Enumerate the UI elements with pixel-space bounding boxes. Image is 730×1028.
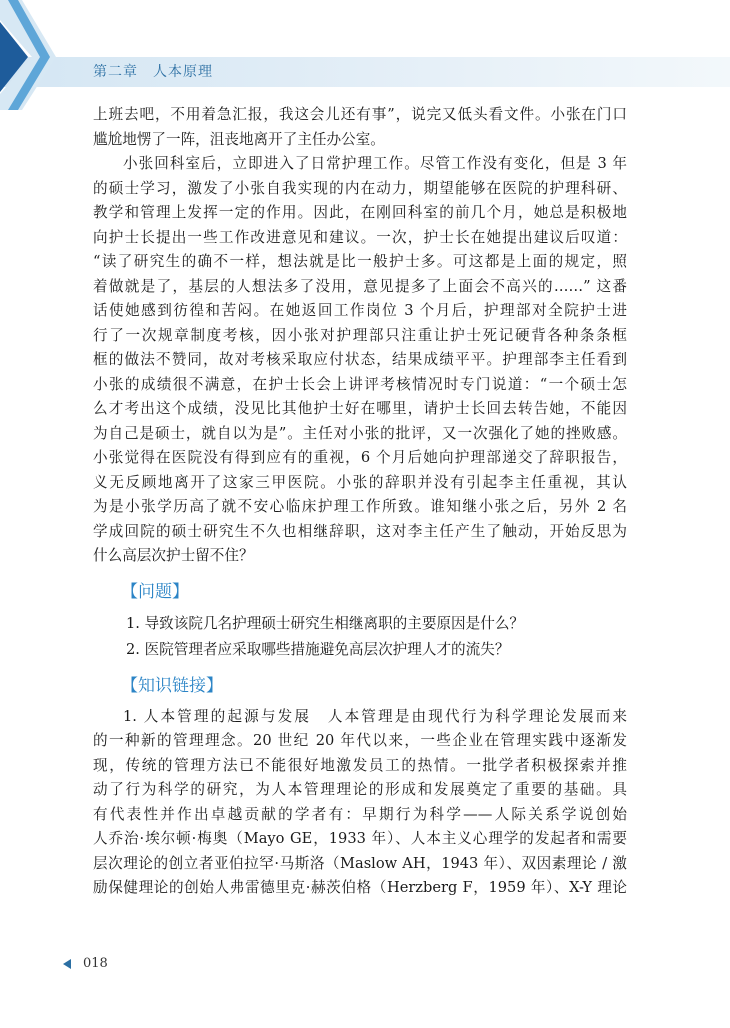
knowledge-line: 有代表性并作出卓越贡献的学者有：早期行为科学——人际关系学说创始 <box>93 805 627 823</box>
body-line: 为是小张学历高了就不安心临床护理工作所致。谁知继小张之后，另外 2 名 <box>93 498 627 515</box>
question-item: 1. 导致该院几名护理硕士研究生相继离职的主要原因是什么？ <box>126 614 525 632</box>
body-line: 行了一次规章制度考核，因小张对护理部只注重让护士死记硬背各种条条框 <box>93 326 627 344</box>
body-line: 什么高层次护士留不住？ <box>93 547 254 564</box>
body-line: 框的做法不赞同，故对考核采取应付状态，结果成绩平平。护理部李主任看到 <box>93 351 627 368</box>
body-line: 小张觉得在医院没有得到应有的重视，6 个月后她向护理部递交了辞职报告， <box>93 449 627 466</box>
body-line: 着做就是了，基层的人想法多了没用，意见提多了上面会不高兴的……” 这番 <box>93 277 627 295</box>
question-item: 2. 医院管理者应采取哪些措施避免高层次护理人才的流失？ <box>126 640 510 658</box>
knowledge-line: 动了行为科学的研究，为人本管理理论的形成和发展奠定了重要的基础。具 <box>93 781 627 798</box>
knowledge-text <box>93 705 627 901</box>
knowledge-line: 人乔治·埃尔顿·梅奥（Mayo GE，1933 年）、人本主义心理学的发起者和需要 <box>93 830 627 847</box>
knowledge-heading: 【知识链接】 <box>121 675 223 696</box>
case-narrative <box>93 103 627 569</box>
corner-chevron-decoration <box>0 0 60 110</box>
knowledge-line: 励保健理论的创始人弗雷德里克·赫茨伯格（Herzberg F，1959 年）、X-Y 理论 <box>93 879 627 896</box>
knowledge-line: 现，传统的管理方法已不能很好地激发员工的热情。一批学者积极探索并推 <box>93 756 627 774</box>
body-line: 尴尬地愣了一阵，沮丧地离开了主任办公室。 <box>93 130 385 148</box>
page-content <box>93 103 627 901</box>
body-line: 教学和管理上发挥一定的作用。因此，在刚回科室的前几个月，她总是积极地 <box>93 204 627 221</box>
page-number: 018 <box>83 956 108 971</box>
questions-list <box>93 611 627 663</box>
body-line: 向护士长提出一些工作改进意见和建议。一次，护士长在她提出建议后叹道： <box>93 228 627 246</box>
body-line: 话使她感到彷徨和苦闷。在她返回工作岗位 3 个月后，护理部对全院护士进 <box>93 302 627 319</box>
body-line: 小张回科室后，立即进入了日常护理工作。尽管工作没有变化，但是 3 年 <box>123 155 627 172</box>
left-arrow-icon <box>63 959 71 969</box>
body-line: 小张的成绩很不满意，在护士长会上讲评考核情况时专门说道：“一个硕士怎 <box>93 375 627 393</box>
body-line: 的硕士学习，激发了小张自我实现的内在动力，期望能够在医院的护理科研、 <box>93 179 627 197</box>
knowledge-line: 层次理论的创立者亚伯拉罕·马斯洛（Maslow AH，1943 年）、双因素理论 / 激 <box>93 854 627 872</box>
knowledge-line: 的一种新的管理理念。20 世纪 20 年代以来，一些企业在管理实践中逐渐发 <box>93 732 627 749</box>
chapter-title: 第二章 人本原理 <box>93 64 213 80</box>
body-line: “读了研究生的确不一样，想法就是比一般护士多。可这都是上面的规定，照 <box>93 253 627 270</box>
questions-heading: 【问题】 <box>121 581 189 602</box>
body-line: 么才考出这个成绩，没见比其他护士好在哪里，请护士长回去转告她，不能因 <box>93 400 627 417</box>
body-line: 学成回院的硕士研究生不久也相继辞职，这对李主任产生了触动，开始反思为 <box>93 522 627 540</box>
knowledge-line: 1. 人本管理的起源与发展 人本管理是由现代行为科学理论发展而来 <box>123 707 627 725</box>
body-line: 义无反顾地离开了这家三甲医院。小张的辞职并没有引起李主任重视，其认 <box>93 473 627 491</box>
body-line: 上班去吧，不用着急汇报，我这会儿还有事”，说完又低头看文件。小张在门口 <box>93 106 627 123</box>
body-line: 为自己是硕士，就自以为是”。主任对小张的批评，又一次强化了她的挫败感。 <box>93 424 627 442</box>
